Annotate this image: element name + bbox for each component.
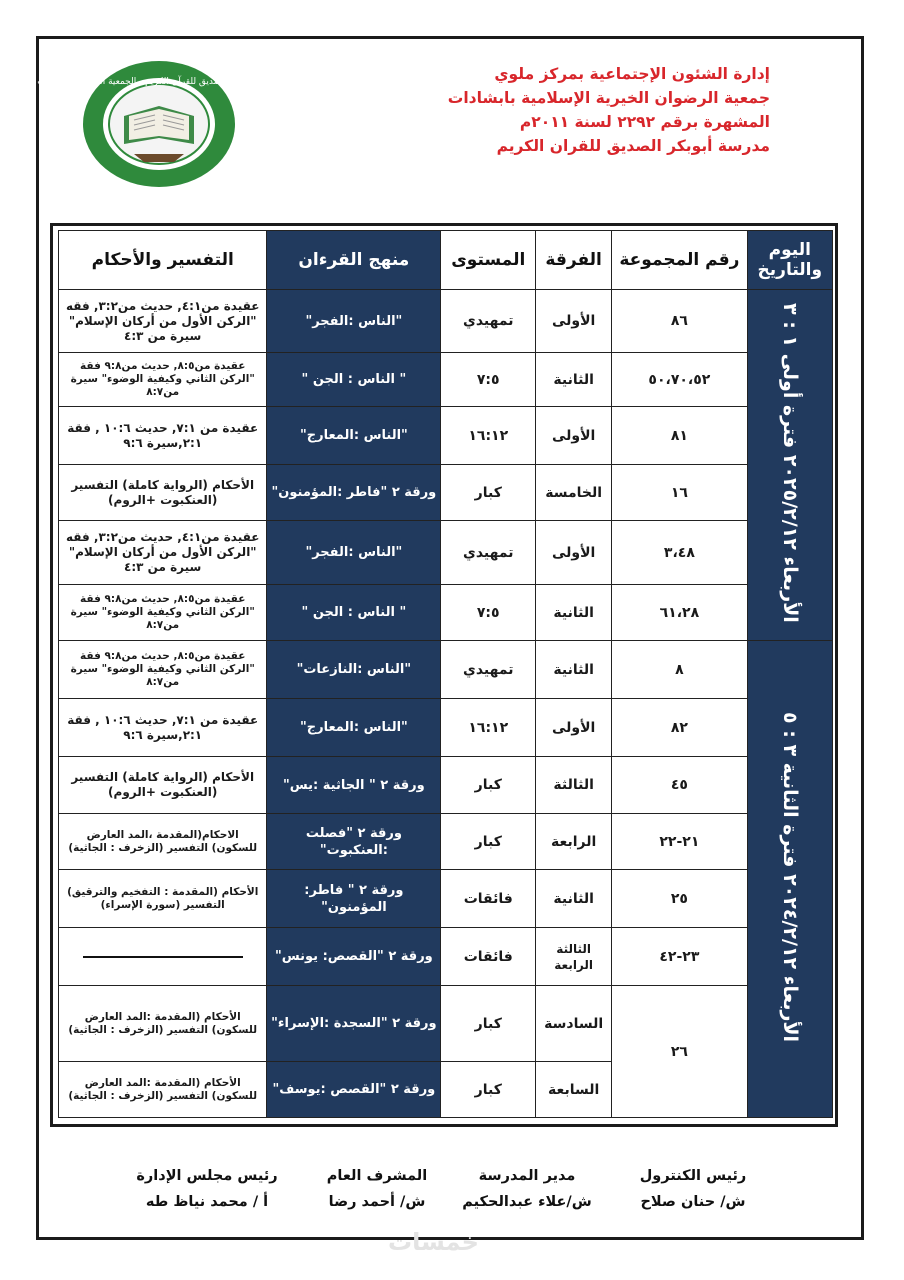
header-level: المستوى (441, 231, 536, 290)
signature-name: ش/ أحمد رضا (328, 1194, 426, 1210)
level-cell: تمهيدي (441, 290, 536, 353)
tafsir-cell: الأحكام (المقدمة :المد العارض للسكون) التفسير (الزخرف : الجاثية) (59, 986, 267, 1062)
level-cell: فائقات (441, 928, 536, 986)
curriculum-cell: ورقة ٢ "فصلت :العنكبوت" (267, 814, 441, 870)
group-cell: ٣،٤٨ (612, 521, 747, 585)
level-cell: ٧:٥ (441, 585, 536, 641)
watermark-text: خمسات (388, 1228, 479, 1256)
curriculum-cell: " الناس : الجن " (267, 353, 441, 407)
grade-cell: الأولى (536, 407, 612, 465)
group-cell: ٨٢ (612, 699, 747, 757)
header-line-association: جمعية الرضوان الخيرية الإسلامية بابشادات (447, 89, 770, 107)
curriculum-cell: ورقة ٢ " الجاثية :يس" (267, 757, 441, 814)
group-cell: ٦١،٢٨ (612, 585, 747, 641)
header-quran-curriculum: منهج القرءان (267, 231, 441, 290)
period-one-cell (747, 290, 832, 641)
table-row (59, 986, 833, 1062)
tafsir-cell: الأحكام (المقدمة :المد العارض للسكون) التفسير (الزخرف : الجاثية) (59, 1062, 267, 1118)
table-row (59, 585, 833, 641)
signature-general-supervisor (282, 1163, 472, 1215)
header-line-school: مدرسة أبوبكر الصديق للقران الكريم (496, 137, 770, 155)
level-cell: كبار (441, 1062, 536, 1118)
table-row (59, 465, 833, 521)
table-row (59, 353, 833, 407)
schedule-table-box (50, 223, 838, 1127)
school-logo (37, 58, 281, 190)
header-line-ministry: إدارة الشئون الإجتماعية بمركز ملوي (494, 65, 770, 83)
tafsir-cell: عقيدة من٨:٥, حديث من٩:٨ فقة "الركن الثاني وكيفية الوضوء" سيرة من٨:٧ (59, 585, 267, 641)
group-cell: ٢٣-٤٢ (612, 928, 747, 986)
curriculum-cell: "الناس :الفجر" (267, 521, 441, 585)
curriculum-cell: " الناس : الجن " (267, 585, 441, 641)
level-cell: ٧:٥ (441, 353, 536, 407)
curriculum-cell: ورقة ٢ "القصص :يوسف" (267, 1062, 441, 1118)
curriculum-cell: "الناس :الفجر" (267, 290, 441, 353)
tafsir-cell: الأحكام (الرواية كاملة) التفسير (العنكبوت +الروم) (59, 465, 267, 521)
tafsir-cell: عقيدة من٨:٥, حديث من٩:٨ فقة "الركن الثاني وكيفية الوضوء" سيرة من٨:٧ (59, 353, 267, 407)
grade-cell: الأولى (536, 699, 612, 757)
signature-name: أ / محمد نياظ طه (145, 1194, 269, 1210)
grade-cell: الرابعة (536, 814, 612, 870)
level-cell: كبار (441, 757, 536, 814)
group-cell: ٢١-٢٢ (612, 814, 747, 870)
table-row (59, 757, 833, 814)
table-row (59, 521, 833, 585)
group-cell: ٨١ (612, 407, 747, 465)
grade-cell: الأولى (536, 521, 612, 585)
svg-text:مدرسة أبوبكر الصديق للقرآن الك: مدرسة أبوبكر الصديق للقرآن الكريم - الجمعية الرضوان بابشادات (37, 77, 281, 87)
table-row (59, 641, 833, 699)
table-row (59, 814, 833, 870)
table-row (59, 699, 833, 757)
organization-header (350, 62, 770, 158)
period-one-label: الأربعاء ٢٠٢٥/٢/١٢ فترة أولى ١ : ٣ (778, 303, 801, 623)
level-cell: ١٦:١٢ (441, 699, 536, 757)
curriculum-cell: ورقة ٢ "القصص: يونس" (267, 928, 441, 986)
grade-cell: الثانية (536, 353, 612, 407)
tafsir-cell: عقيدة من٨:٥, حديث من٩:٨ فقة "الركن الثاني وكيفية الوضوء" سيرة من٨:٧ (59, 641, 267, 699)
tafsir-cell: عقيدة من ٧:١, حديث ١٠:٦ , فقة ٢:١,سيرة ٩:٦ (59, 699, 267, 757)
header-tafsir-ahkam: التفسير والأحكام (59, 231, 267, 290)
grade-cell: السابعة (536, 1062, 612, 1118)
tafsir-cell: الأحكام (المقدمة : التفخيم والترقيق) التفسير (سورة الإسراء) (59, 870, 267, 928)
level-cell: ١٦:١٢ (441, 407, 536, 465)
grade-cell: الخامسة (536, 465, 612, 521)
signature-control-head (598, 1163, 788, 1215)
level-cell: تمهيدي (441, 521, 536, 585)
header-line-registration: المشهرة برقم ٢٢٩٢ لسنة ٢٠١١م (519, 113, 770, 131)
tafsir-cell-empty (59, 928, 267, 986)
grade-cell: الأولى (536, 290, 612, 353)
grade-cell: الثانية (536, 641, 612, 699)
curriculum-cell: "الناس :النازعات" (267, 641, 441, 699)
table-header-row (59, 231, 833, 290)
level-cell: فائقات (441, 870, 536, 928)
tafsir-cell: الأحكام (الرواية كاملة) التفسير (العنكبوت +الروم) (59, 757, 267, 814)
exam-schedule-table (58, 230, 833, 1118)
header-grade: الفرقة (536, 231, 612, 290)
level-cell: كبار (441, 814, 536, 870)
grade-cell: الثانية (536, 870, 612, 928)
signature-title: المشرف العام (326, 1168, 428, 1184)
group-cell: ٢٦ (612, 986, 747, 1118)
group-cell: ٢٥ (612, 870, 747, 928)
group-cell: ٨٦ (612, 290, 747, 353)
curriculum-cell: "الناس :المعارج" (267, 699, 441, 757)
signature-name: ش/ حنان صلاح (640, 1194, 746, 1210)
tafsir-cell: الاحكام(المقدمة ،المد العارض للسكون) التفسير (الزخرف : الجاثية) (59, 814, 267, 870)
group-cell: ٥٠،٧٠،٥٢ (612, 353, 747, 407)
period-two-cell (747, 641, 832, 1118)
signature-name: ش/علاء عبدالحكيم (462, 1194, 592, 1210)
level-cell: كبار (441, 465, 536, 521)
level-cell: كبار (441, 986, 536, 1062)
dash-line (83, 956, 243, 958)
signature-title: مدير المدرسة (478, 1168, 576, 1184)
table-row (59, 928, 833, 986)
header-group-number: رقم المجموعة (612, 231, 747, 290)
curriculum-cell: ورقة ٢ " فاطر: المؤمنون" (267, 870, 441, 928)
grade-cell: الثالثة الرابعة (536, 928, 612, 986)
signature-board-chairman (112, 1163, 302, 1215)
group-cell: ٤٥ (612, 757, 747, 814)
level-cell: تمهيدي (441, 641, 536, 699)
table-row (59, 870, 833, 928)
group-cell: ١٦ (612, 465, 747, 521)
curriculum-cell: "الناس :المعارج" (267, 407, 441, 465)
tafsir-cell: عقيدة من٤:١, حديث من٣:٢, فقه "الركن الأول من أركان الإسلام" سيرة من ٤:٣ (59, 521, 267, 585)
table-row (59, 407, 833, 465)
signature-title: رئيس الكنترول (639, 1168, 747, 1184)
tafsir-cell: عقيدة من٤:١, حديث من٣:٢, فقه "الركن الأول من أركان الإسلام" سيرة من ٤:٣ (59, 290, 267, 353)
tafsir-cell: عقيدة من ٧:١, حديث ١٠:٦ , فقة ٢:١,سيرة ٩:٦ (59, 407, 267, 465)
period-two-label: الأربعاء ٢٠٢٤/٢/١٢ فترة الثانية ٣ : ٥ (778, 711, 801, 1043)
table-row (59, 290, 833, 353)
curriculum-cell: ورقة ٢ "فاطر :المؤمنون" (267, 465, 441, 521)
curriculum-cell: ورقة ٢ "السجدة :الإسراء" (267, 986, 441, 1062)
grade-cell: السادسة (536, 986, 612, 1062)
grade-cell: الثالثة (536, 757, 612, 814)
grade-cell: الثانية (536, 585, 612, 641)
signature-title: رئيس مجلس الإدارة (136, 1168, 278, 1184)
group-cell: ٨ (612, 641, 747, 699)
header-day-date: اليوم والتاريخ (747, 231, 832, 290)
